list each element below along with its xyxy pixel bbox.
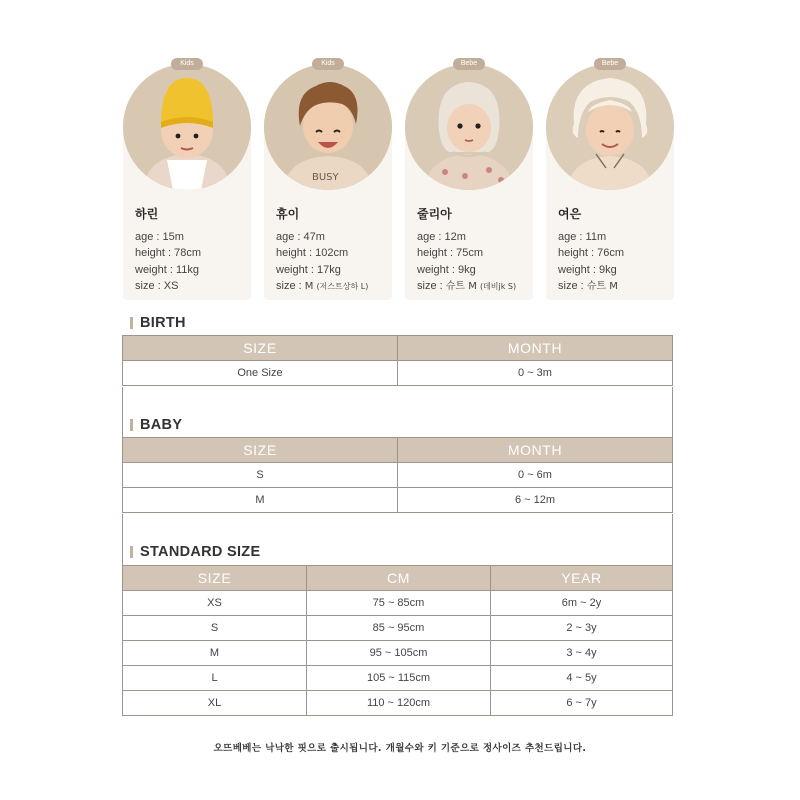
table-row <box>123 463 673 488</box>
standard-size-table <box>122 565 673 716</box>
table-header-row <box>123 438 673 463</box>
model-age: age : 47m <box>276 230 325 243</box>
model-name: 하린 <box>135 207 159 221</box>
model-card <box>264 58 392 300</box>
model-size: size : XS <box>135 280 179 292</box>
model-photo <box>264 64 392 190</box>
title-accent-bar <box>130 317 133 329</box>
table-cell: 2 ~ 3y <box>491 616 673 641</box>
model-size: size : 슈트 M <box>558 280 618 292</box>
column-header: YEAR <box>491 566 673 591</box>
model-photo <box>546 64 674 190</box>
table-cell: 95 ~ 105cm <box>307 641 491 666</box>
table-row <box>123 666 673 691</box>
table-cell: 105 ~ 115cm <box>307 666 491 691</box>
table-cell: 0 ~ 6m <box>398 463 673 488</box>
category-badge: Bebe <box>594 58 626 70</box>
model-info <box>558 206 624 296</box>
model-weight: weight : 11kg <box>135 263 200 276</box>
model-weight: weight : 9kg <box>417 263 476 276</box>
table-cell: S <box>123 616 307 641</box>
table-cell: M <box>123 641 307 666</box>
table-row <box>123 616 673 641</box>
model-card <box>546 58 674 300</box>
column-header: MONTH <box>398 336 673 361</box>
model-photo <box>123 64 251 190</box>
model-height: height : 76cm <box>558 247 625 259</box>
model-info <box>135 206 201 295</box>
svg-text:BUSY: BUSY <box>312 172 339 183</box>
model-photo <box>405 64 533 190</box>
model-height: height : 75cm <box>417 247 484 259</box>
model-card <box>123 58 251 300</box>
table-row <box>123 691 673 716</box>
title-accent-bar <box>130 546 133 558</box>
column-header: SIZE <box>123 566 307 591</box>
table-cell: 0 ~ 3m <box>398 361 673 386</box>
model-age: age : 12m <box>417 230 466 243</box>
table-cell: 6m ~ 2y <box>491 591 673 616</box>
section-title-birth: BIRTH <box>130 315 186 331</box>
birth-size-table <box>122 335 673 386</box>
section-frame <box>122 387 673 438</box>
model-size: size : 슈트 M (데비jk S) <box>417 280 517 292</box>
model-age: age : 15m <box>135 230 184 243</box>
model-name: 줄리아 <box>417 207 452 221</box>
model-weight: weight : 17kg <box>276 263 341 276</box>
category-badge: Bebe <box>453 58 485 70</box>
model-card <box>405 58 533 300</box>
table-cell: 3 ~ 4y <box>491 641 673 666</box>
table-cell: 85 ~ 95cm <box>307 616 491 641</box>
model-weight: weight : 9kg <box>558 263 617 276</box>
model-height: height : 102cm <box>276 247 349 259</box>
table-header-row <box>123 566 673 591</box>
column-header: SIZE <box>123 336 398 361</box>
model-age: age : 11m <box>558 230 607 243</box>
table-cell: 4 ~ 5y <box>491 666 673 691</box>
model-height: height : 78cm <box>135 247 202 259</box>
table-row <box>123 488 673 513</box>
table-cell: L <box>123 666 307 691</box>
title-accent-bar <box>130 419 133 431</box>
category-badge: Kids <box>171 58 203 70</box>
table-cell: XS <box>123 591 307 616</box>
category-badge: Kids <box>312 58 344 70</box>
table-cell: 75 ~ 85cm <box>307 591 491 616</box>
model-name: 휴이 <box>276 207 300 221</box>
table-cell: M <box>123 488 398 513</box>
column-header: CM <box>307 566 491 591</box>
baby-size-table <box>122 437 673 513</box>
column-header: SIZE <box>123 438 398 463</box>
table-cell: 6 ~ 12m <box>398 488 673 513</box>
model-info <box>276 206 368 296</box>
model-name: 여은 <box>558 207 582 221</box>
table-cell: 6 ~ 7y <box>491 691 673 716</box>
model-cards <box>123 58 675 300</box>
section-title-standard-size: STANDARD SIZE <box>130 544 260 560</box>
table-header-row <box>123 336 673 361</box>
table-cell: One Size <box>123 361 398 386</box>
table-cell: XL <box>123 691 307 716</box>
table-cell: S <box>123 463 398 488</box>
table-cell: 110 ~ 120cm <box>307 691 491 716</box>
model-info <box>417 206 516 296</box>
table-row <box>123 361 673 386</box>
column-header: MONTH <box>398 438 673 463</box>
model-size: size : M (저스트상하 L) <box>276 280 369 292</box>
section-title-baby: BABY <box>130 417 182 433</box>
fit-note: 오뜨베베는 낙낙한 핏으로 출시됩니다. 개월수와 키 기준으로 정사이즈 추천드립니다. <box>213 743 587 754</box>
table-row <box>123 641 673 666</box>
table-row <box>123 591 673 616</box>
